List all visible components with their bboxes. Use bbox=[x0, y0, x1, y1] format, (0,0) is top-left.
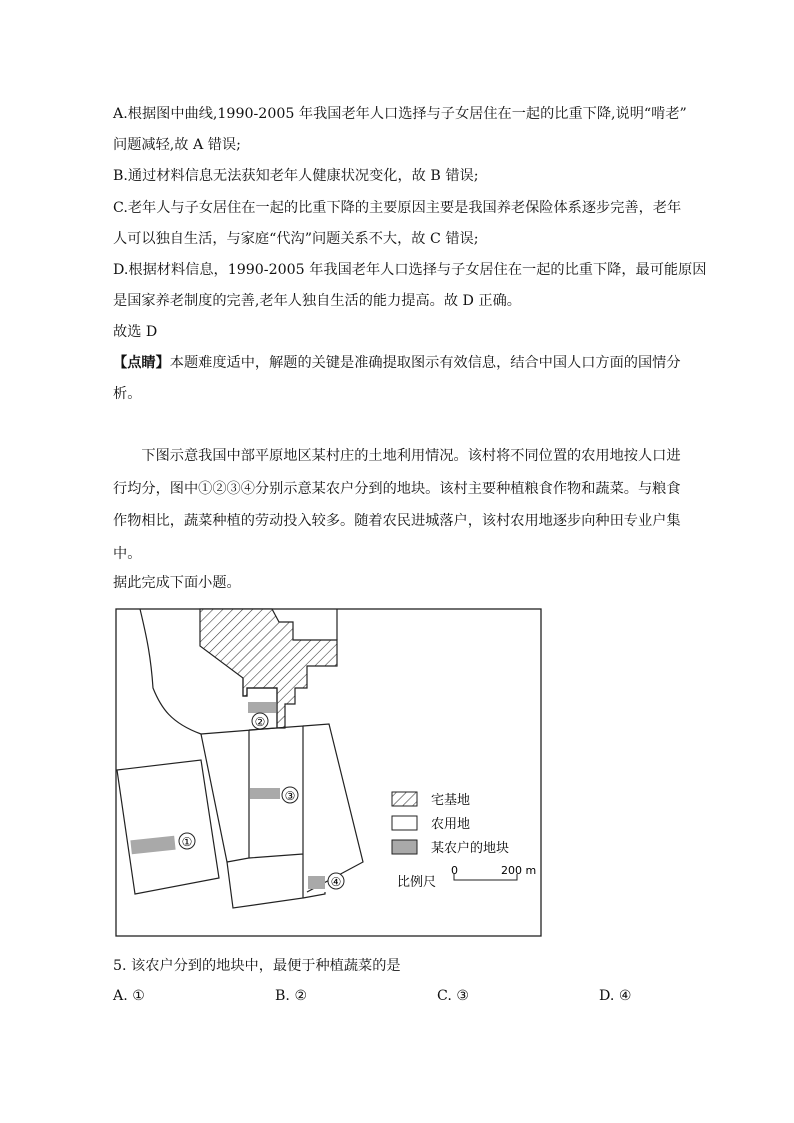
comment-text: 本题难度适中，解题的关键是准确提取图示有效信息，结合中国人口方面的国情分 bbox=[169, 355, 681, 371]
explanation-b: B.通过材料信息无法获知老年人健康状况变化，故 B 错误; bbox=[113, 168, 479, 184]
plot-3-label: ③ bbox=[284, 789, 296, 803]
land-use-map bbox=[115, 608, 543, 938]
answer-line: 故选 D bbox=[113, 324, 158, 340]
plot-3 bbox=[250, 788, 280, 799]
explanation-c-line2: 人可以独自生活，与家庭“代沟”问题关系不大，故 C 错误; bbox=[113, 231, 479, 247]
explanation-d-line1: D.根据材料信息，1990-2005 年我国老年人口选择与子女居住在一起的比重下降，最可能原因 bbox=[113, 262, 707, 278]
plot-2 bbox=[248, 702, 276, 713]
scale-label: 比例尺 bbox=[397, 875, 437, 890]
scale-distance: 200 m bbox=[501, 864, 537, 877]
legend-plot-label: 某农户的地块 bbox=[431, 841, 510, 856]
question-5-stem: 5. 该农户分到的地块中，最便于种植蔬菜的是 bbox=[113, 958, 401, 974]
explanation-a-line2: 问题减轻,故 A 错误; bbox=[113, 137, 241, 153]
option-c[interactable]: C. ③ bbox=[437, 988, 470, 1004]
comment-line1 bbox=[113, 353, 681, 373]
legend-residential-label: 宅基地 bbox=[431, 793, 471, 808]
material-paragraph: 下图示意我国中部平原地区某村庄的土地利用情况。该村将不同位置的农用地按人口进行均分，图中①②③④分别示意某农户分到的地块。该村主要种植粮食作物和蔬菜。与粮食作物相比，蔬菜种植的劳动投入较多。随着农民进城落户，该村农用地逐步向种田专业户集中。 bbox=[113, 448, 681, 562]
material-instruction: 据此完成下面小题。 bbox=[113, 575, 241, 591]
legend-residential-swatch bbox=[392, 792, 417, 806]
comment-tag: 【点睛】 bbox=[113, 355, 170, 371]
option-a[interactable]: A. ① bbox=[113, 988, 145, 1004]
legend-plot-swatch bbox=[392, 840, 417, 854]
explanation-d-line2: 是国家养老制度的完善,老年人独自生活的能力提高。故 D 正确。 bbox=[113, 293, 521, 309]
plot-1-label: ① bbox=[181, 835, 193, 849]
comment-line2: 析。 bbox=[113, 386, 142, 402]
legend-farmland-swatch bbox=[392, 816, 417, 830]
scale-zero: 0 bbox=[451, 864, 458, 877]
plot-4-label: ④ bbox=[330, 875, 342, 889]
legend-farmland-label: 农用地 bbox=[431, 817, 471, 832]
option-d[interactable]: D. ④ bbox=[599, 988, 632, 1004]
plot-2-label: ② bbox=[254, 715, 266, 729]
explanation-c-line1: C.老年人与子女居住在一起的比重下降的主要原因主要是我国养老保险体系逐步完善，老年 bbox=[113, 200, 682, 216]
explanation-a-line1: A.根据图中曲线,1990-2005 年我国老年人口选择与子女居住在一起的比重下降,说明“啃老” bbox=[113, 106, 687, 122]
option-b[interactable]: B. ② bbox=[275, 988, 308, 1004]
field-left-plot bbox=[117, 760, 219, 894]
plot-4 bbox=[308, 876, 325, 889]
